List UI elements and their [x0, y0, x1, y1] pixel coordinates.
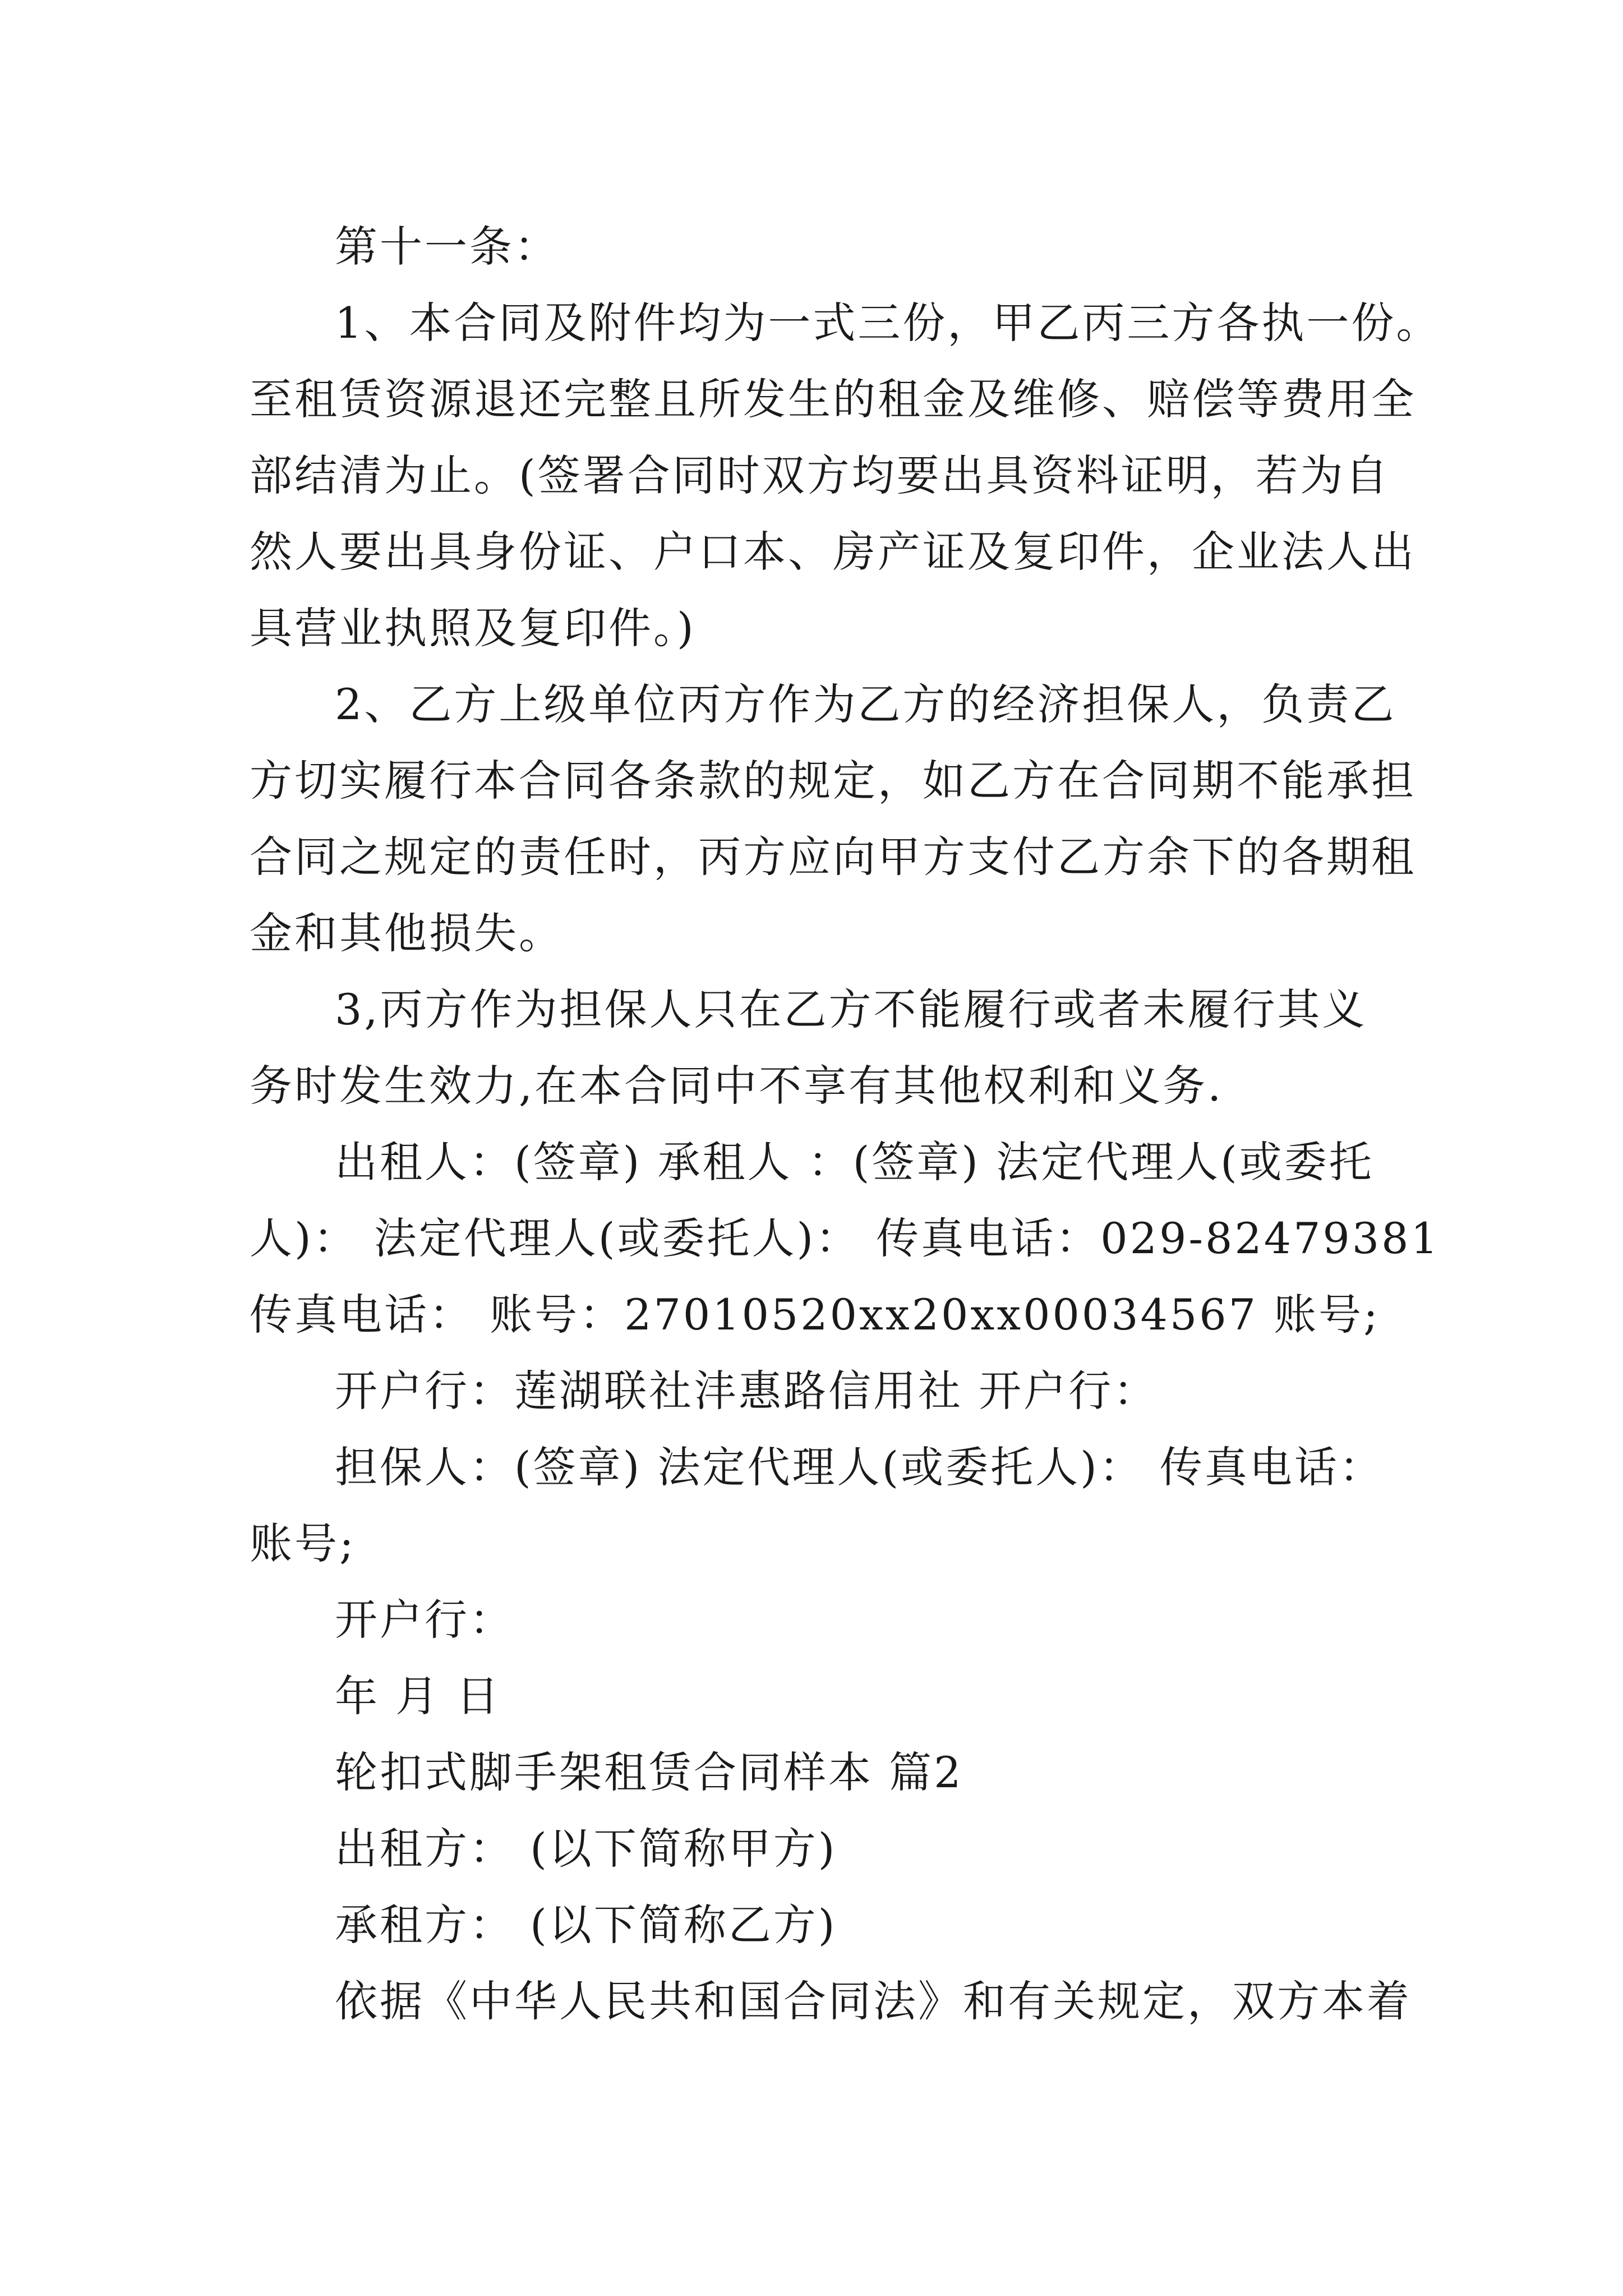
paragraph-line: 部结清为止。(签署合同时双方均要出具资料证明，若为自: [250, 450, 1390, 500]
section-title: 轮扣式脚手架租赁合同样本 篇2: [335, 1747, 963, 1797]
article-heading: 第十一条：: [335, 222, 559, 272]
paragraph-line: 2、乙方上级单位丙方作为乙方的经济担保人，负责乙: [335, 679, 1396, 729]
paragraph-line: 至租赁资源退还完整且所发生的租金及维修、赔偿等费用全: [250, 374, 1416, 424]
paragraph-line: 务时发生效力,在本合同中不享有其他权利和义务.: [250, 1061, 1224, 1111]
paragraph-line: 3,丙方作为担保人只在乙方不能履行或者未履行其义: [335, 984, 1367, 1034]
guarantor-line: 担保人：(签章) 法定代理人(或委托人)： 传真电话：: [335, 1442, 1384, 1492]
signature-line: 传真电话： 账号：27010520xx20xx00034567 账号;: [250, 1290, 1380, 1340]
paragraph-line: 依据《中华人民共和国合同法》和有关规定，双方本着: [335, 1976, 1412, 2026]
bank-line: 开户行：莲湖联社沣惠路信用社 开户行：: [335, 1366, 1159, 1416]
account-line: 账号;: [250, 1519, 356, 1568]
paragraph-line: 合同之规定的责任时，丙方应向甲方支付乙方余下的各期租: [250, 832, 1416, 882]
paragraph-line: 具营业执照及复印件。): [250, 603, 696, 653]
paragraph-line: 然人要出具身份证、户口本、房产证及复印件，企业法人出: [250, 527, 1416, 577]
date-line: 年 月 日: [335, 1671, 501, 1721]
signature-line: 出租人：(签章) 承租人 ：(签章) 法定代理人(或委托: [335, 1137, 1374, 1187]
lessor-line: 出租方： (以下简称甲方): [335, 1824, 837, 1874]
lessee-line: 承租方： (以下简称乙方): [335, 1900, 837, 1950]
paragraph-line: 1、本合同及附件均为一式三份，甲乙丙三方各执一份。: [335, 298, 1441, 348]
bank-line: 开户行：: [335, 1595, 514, 1645]
signature-line: 人)： 法定代理人(或委托人)： 传真电话：029-82479381: [250, 1213, 1440, 1263]
paragraph-line: 方切实履行本合同各条款的规定，如乙方在合同期不能承担: [250, 756, 1416, 806]
paragraph-line: 金和其他损失。: [250, 908, 564, 958]
document-body: [250, 209, 1441, 2040]
